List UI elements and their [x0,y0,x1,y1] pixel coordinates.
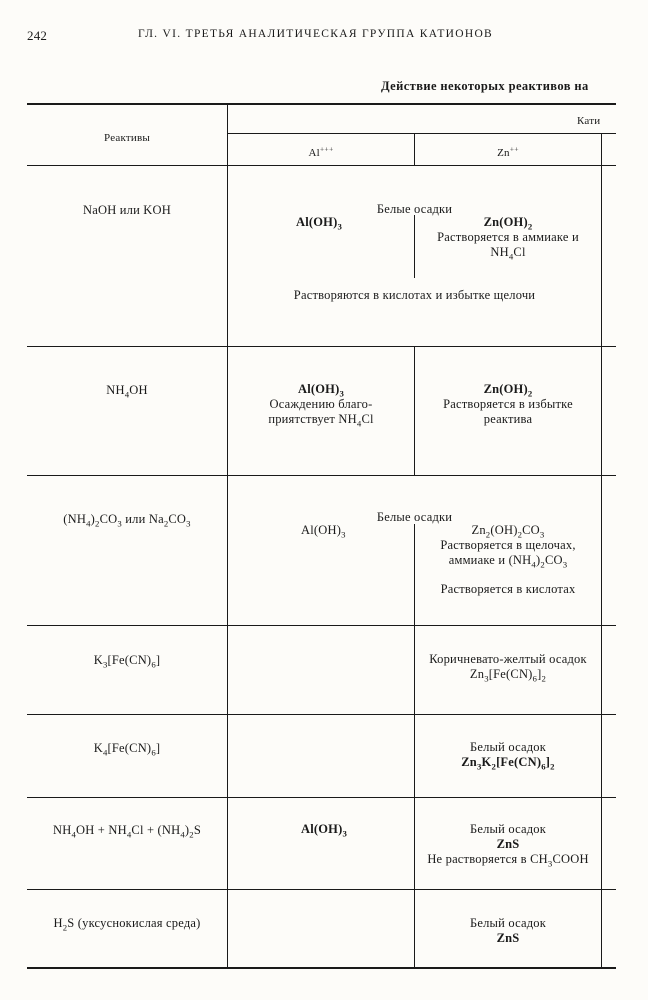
row-rule-6 [27,889,616,890]
naoh-common-note: Белые осадки [376,202,453,216]
page-number: 242 [27,28,48,43]
naoh-right-divider [601,166,602,346]
reagent-k4: $K_4[Fe(CN)_6]$ [93,741,161,758]
running-title: ГЛ. VI. ТРЕТЬЯ АНАЛИТИЧЕСКАЯ ГРУППА КАТИОНОВ [138,28,494,40]
sulfide-right-divider [601,798,602,889]
header-bottom-rule [27,165,616,166]
row-rule-3 [27,625,616,626]
header-right-divider [601,133,602,165]
table-top-rule [27,103,616,105]
table-caption: Действие некоторых реактивов на [381,79,589,93]
carbonate-al-formula: $Al(OH)_3$ [301,523,346,540]
cations-header-rule [228,133,616,134]
nh4oh-zn-cell: $Zn(OH)_2$ Растворяется в избытке реактива [443,382,573,426]
reagents-column-header: Реактивы [104,132,150,144]
nh4oh-al-cell: $Al(OH)_3$ Осаждению благо- приятствует $NH_4Cl$ [268,382,374,429]
reagent-h2s: $H_2S$ (уксуснокислая среда) [53,916,201,933]
table-bottom-rule [27,967,616,969]
row-rule-2 [27,475,616,476]
k4-right-divider [601,715,602,797]
k3-right-divider [601,626,602,714]
row-rule-1 [27,346,616,347]
reagent-carbonate: $(NH_4)_2CO_3$ или $Na_2CO_3$ [63,512,191,529]
reagent-column-divider [227,103,228,968]
carbonate-zn-cell: $Zn_2(OH)_2CO_3$ Растворяется в щелочах, аммиаке и $(NH_4)_2CO_3$ Растворяется в кислотах [440,523,576,596]
naoh-al-formula: $Al(OH)_3$ [296,215,343,232]
sulfide-mix-al-formula: $Al(OH)_3$ [301,822,348,839]
row-rule-5 [27,797,616,798]
naoh-zn-cell: $Zn(OH)_2$ Растворяется в аммиаке и $NH_4Cl$ [437,215,579,262]
k3-zn-cell: Коричневато-желтый осадок $Zn_3[Fe(CN)_6]_2$ [429,652,587,684]
k4-zn-cell: Белый осадок $Zn_3K_2[Fe(CN)_6]_2$ [461,740,555,772]
carbonate-right-divider [601,476,602,625]
cations-column-header: Кати [577,115,601,127]
carbonate-common-note: Белые осадки [376,510,453,524]
reagent-k3: $K_3[Fe(CN)_6]$ [93,653,161,670]
h2s-zn-cell: Белый осадок ZnS [469,916,547,945]
h2s-right-divider [601,890,602,967]
sulfide-mix-zn-cell: Белый осадок ZnS Не растворяется в $CH_3COOH$ [427,822,589,869]
naoh-both-note: Растворяются в кислотах и избытке щелочи [293,288,536,302]
al-column-header: Al+++ [308,144,334,159]
reagent-nh4oh: $NH_4OH$ [106,383,148,400]
zn-column-header: Zn++ [497,144,519,159]
nh4oh-right-divider [601,347,602,475]
reagent-sulfide-mix: $NH_4OH + NH_4Cl + (NH_4)_2S$ [52,823,202,840]
row-rule-4 [27,714,616,715]
reagent-naoh: NaOH или KOH [83,203,171,217]
